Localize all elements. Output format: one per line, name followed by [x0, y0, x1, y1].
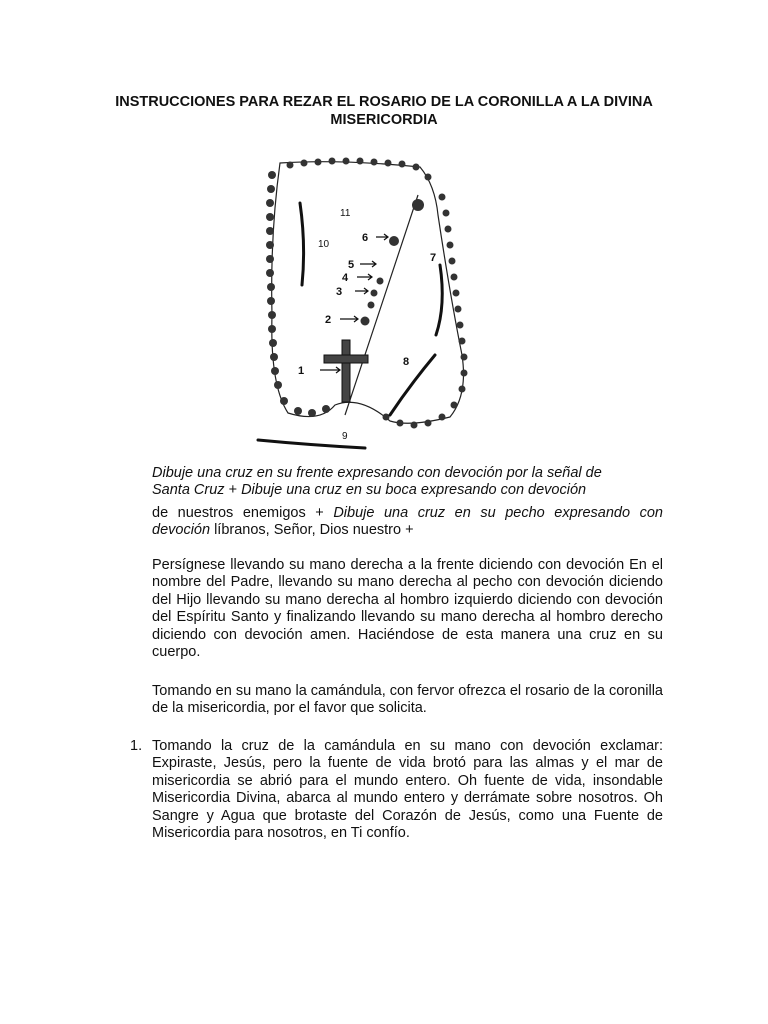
arrow-icon: [320, 234, 388, 373]
crucifix-icon: [324, 340, 368, 402]
page-title: INSTRUCCIONES PARA REZAR EL ROSARIO DE LA CORONILLA A LA DIVINA MISERICORDIA: [115, 94, 653, 128]
label-4: 4: [342, 272, 349, 284]
label-2: 2: [325, 314, 332, 326]
list-item-number: 1.: [130, 738, 143, 754]
label-6: 6: [362, 232, 369, 244]
intro-line-1: Dibuje una cruz en su frente expresando con devoción por la señal de: [152, 465, 602, 481]
label-7: 7: [430, 252, 437, 264]
label-1: 1: [298, 365, 305, 377]
label-8: 8: [403, 356, 410, 368]
intro-line-3: de nuestros enemigos + Dibuje una cruz en su pecho expresando con devoción líbranos, Señor, Dios nuestro +: [152, 505, 663, 539]
label-9: 9: [342, 431, 348, 442]
label-10: 10: [318, 239, 330, 250]
label-5: 5: [348, 259, 355, 271]
label-3: 3: [336, 286, 343, 298]
paragraph-camandula: Tomando en su mano la camándula, con fervor ofrezca el rosario de la coronilla de la misericordia, por el favor que solicita.: [152, 683, 663, 717]
intro-line-2: Santa Cruz + Dibuje una cruz en su boca expresando con devoción: [152, 482, 587, 498]
label-11: 11: [340, 208, 351, 219]
rosary-image: [240, 155, 480, 455]
paragraph-persignese: Persígnese llevando su mano derecha a la frente diciendo con devoción En el nombre del Padre, llevando su mano derecha al pecho con devoción diciendo del Hijo llevando su mano derecha al hombro izquierdo diciendo con devoción del Espíritu Santo y finalizando llevando su mano derecha al hombro derecho diciendo con devoción amen. Haciéndose de esta manera una cruz en su cuerpo.: [152, 557, 663, 661]
list-item: Tomando la cruz de la camándula en su mano con devoción exclamar: Expiraste, Jesús, pero la fuente de vida brotó para las almas y el mar de misericordia se abrió para el mundo entero. Oh fuente de vida, insondable Misericordia Divina, abarca al mundo entero y derrámate sobre nosotros. Oh Sangre y Agua que brotaste del Corazón de Jesús, como una Fuente de Misericordia para nosotros, en Ti confío.: [152, 738, 663, 842]
